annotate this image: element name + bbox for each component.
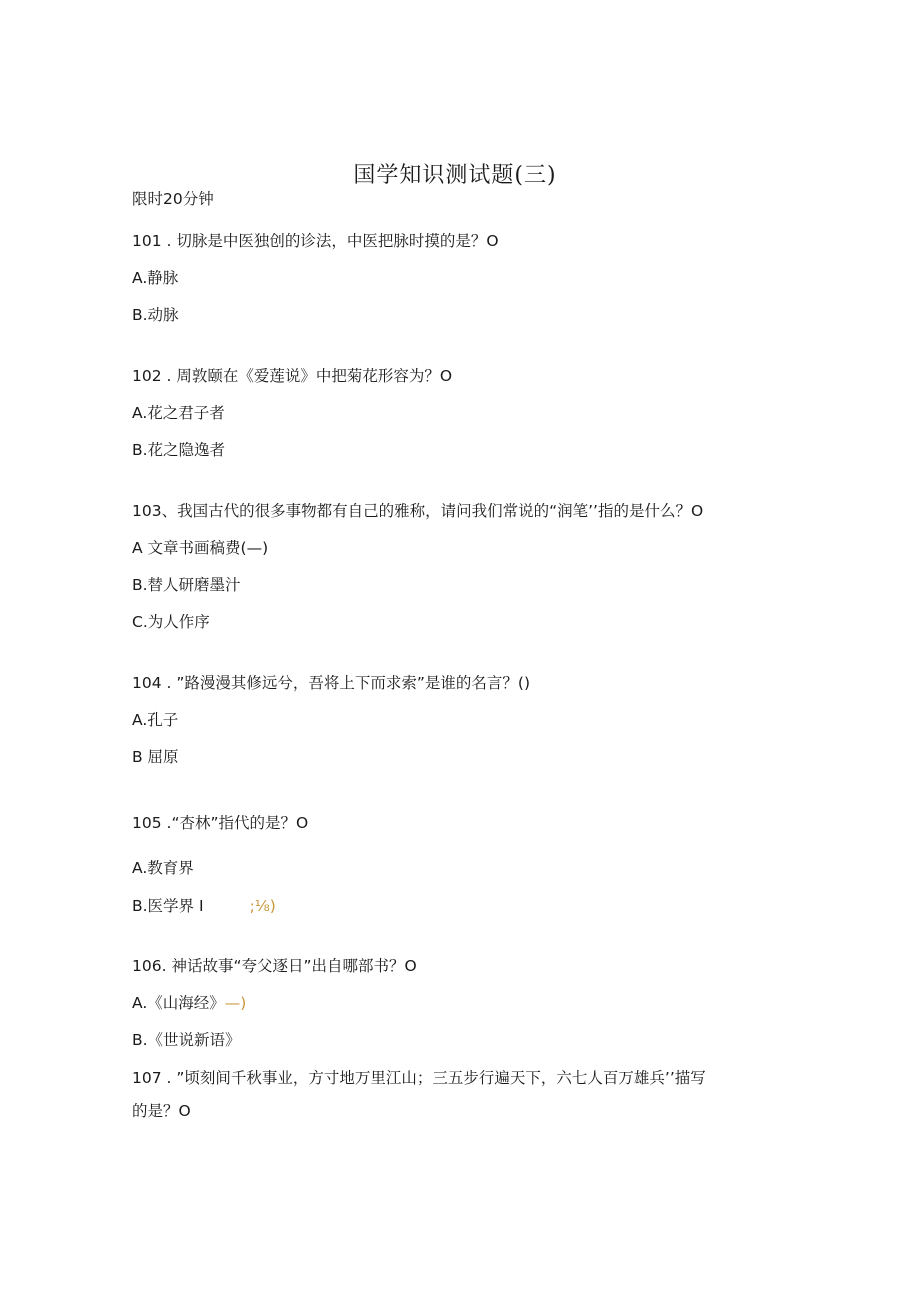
option-106-b: B.《世说新语》 [132, 1031, 241, 1049]
option-105-a: A.教育界 [132, 859, 194, 877]
question-101: 101 . 切脉是中医独创的诊法，中医把脉时摸的是？O [132, 232, 499, 250]
time-limit: 限时20分钟 [132, 190, 214, 208]
option-105-b: B.医学界 I [132, 897, 204, 915]
option-103-c: C.为人作序 [132, 613, 210, 631]
page-title: 国学知识测试题(三) [353, 163, 557, 188]
question-105: 105 .“杏林”指代的是？O [132, 814, 309, 832]
question-102: 102 . 周敦颐在《爱莲说》中把菊花形容为？O [132, 367, 453, 385]
question-107-line2: 的是？O [132, 1102, 191, 1120]
option-102-a: A.花之君子者 [132, 404, 225, 422]
scan-mark: ;⅛) [249, 897, 276, 915]
scan-mark: —) [224, 994, 247, 1012]
question-103: 103、我国古代的很多事物都有自己的雅称，请问我们常说的“润笔’’指的是什么？O [132, 502, 704, 520]
option-103-b: B.替人研磨墨汁 [132, 576, 241, 594]
question-106: 106. 神话故事“夸父逐日”出自哪部书？O [132, 957, 417, 975]
option-105-b-row [132, 896, 276, 916]
option-101-a: A.静脉 [132, 269, 179, 287]
question-104: 104 . ”路漫漫其修远兮，吾将上下而求索”是谁的名言？() [132, 674, 531, 692]
option-103-a: A 文章书画稿费(—) [132, 539, 269, 557]
option-106-a: A.《山海经》 [132, 994, 225, 1012]
option-104-a: A.孔子 [132, 711, 179, 729]
option-102-b: B.花之隐逸者 [132, 441, 226, 459]
option-104-b: B 屈原 [132, 748, 179, 766]
option-101-b: B.动脉 [132, 306, 179, 324]
question-107-line1: 107 . ”顷刻间千秋事业，方寸地万里江山；三五步行遍天下，六七人百万雄兵’’描写 [132, 1069, 706, 1087]
option-106-a-row [132, 993, 246, 1013]
